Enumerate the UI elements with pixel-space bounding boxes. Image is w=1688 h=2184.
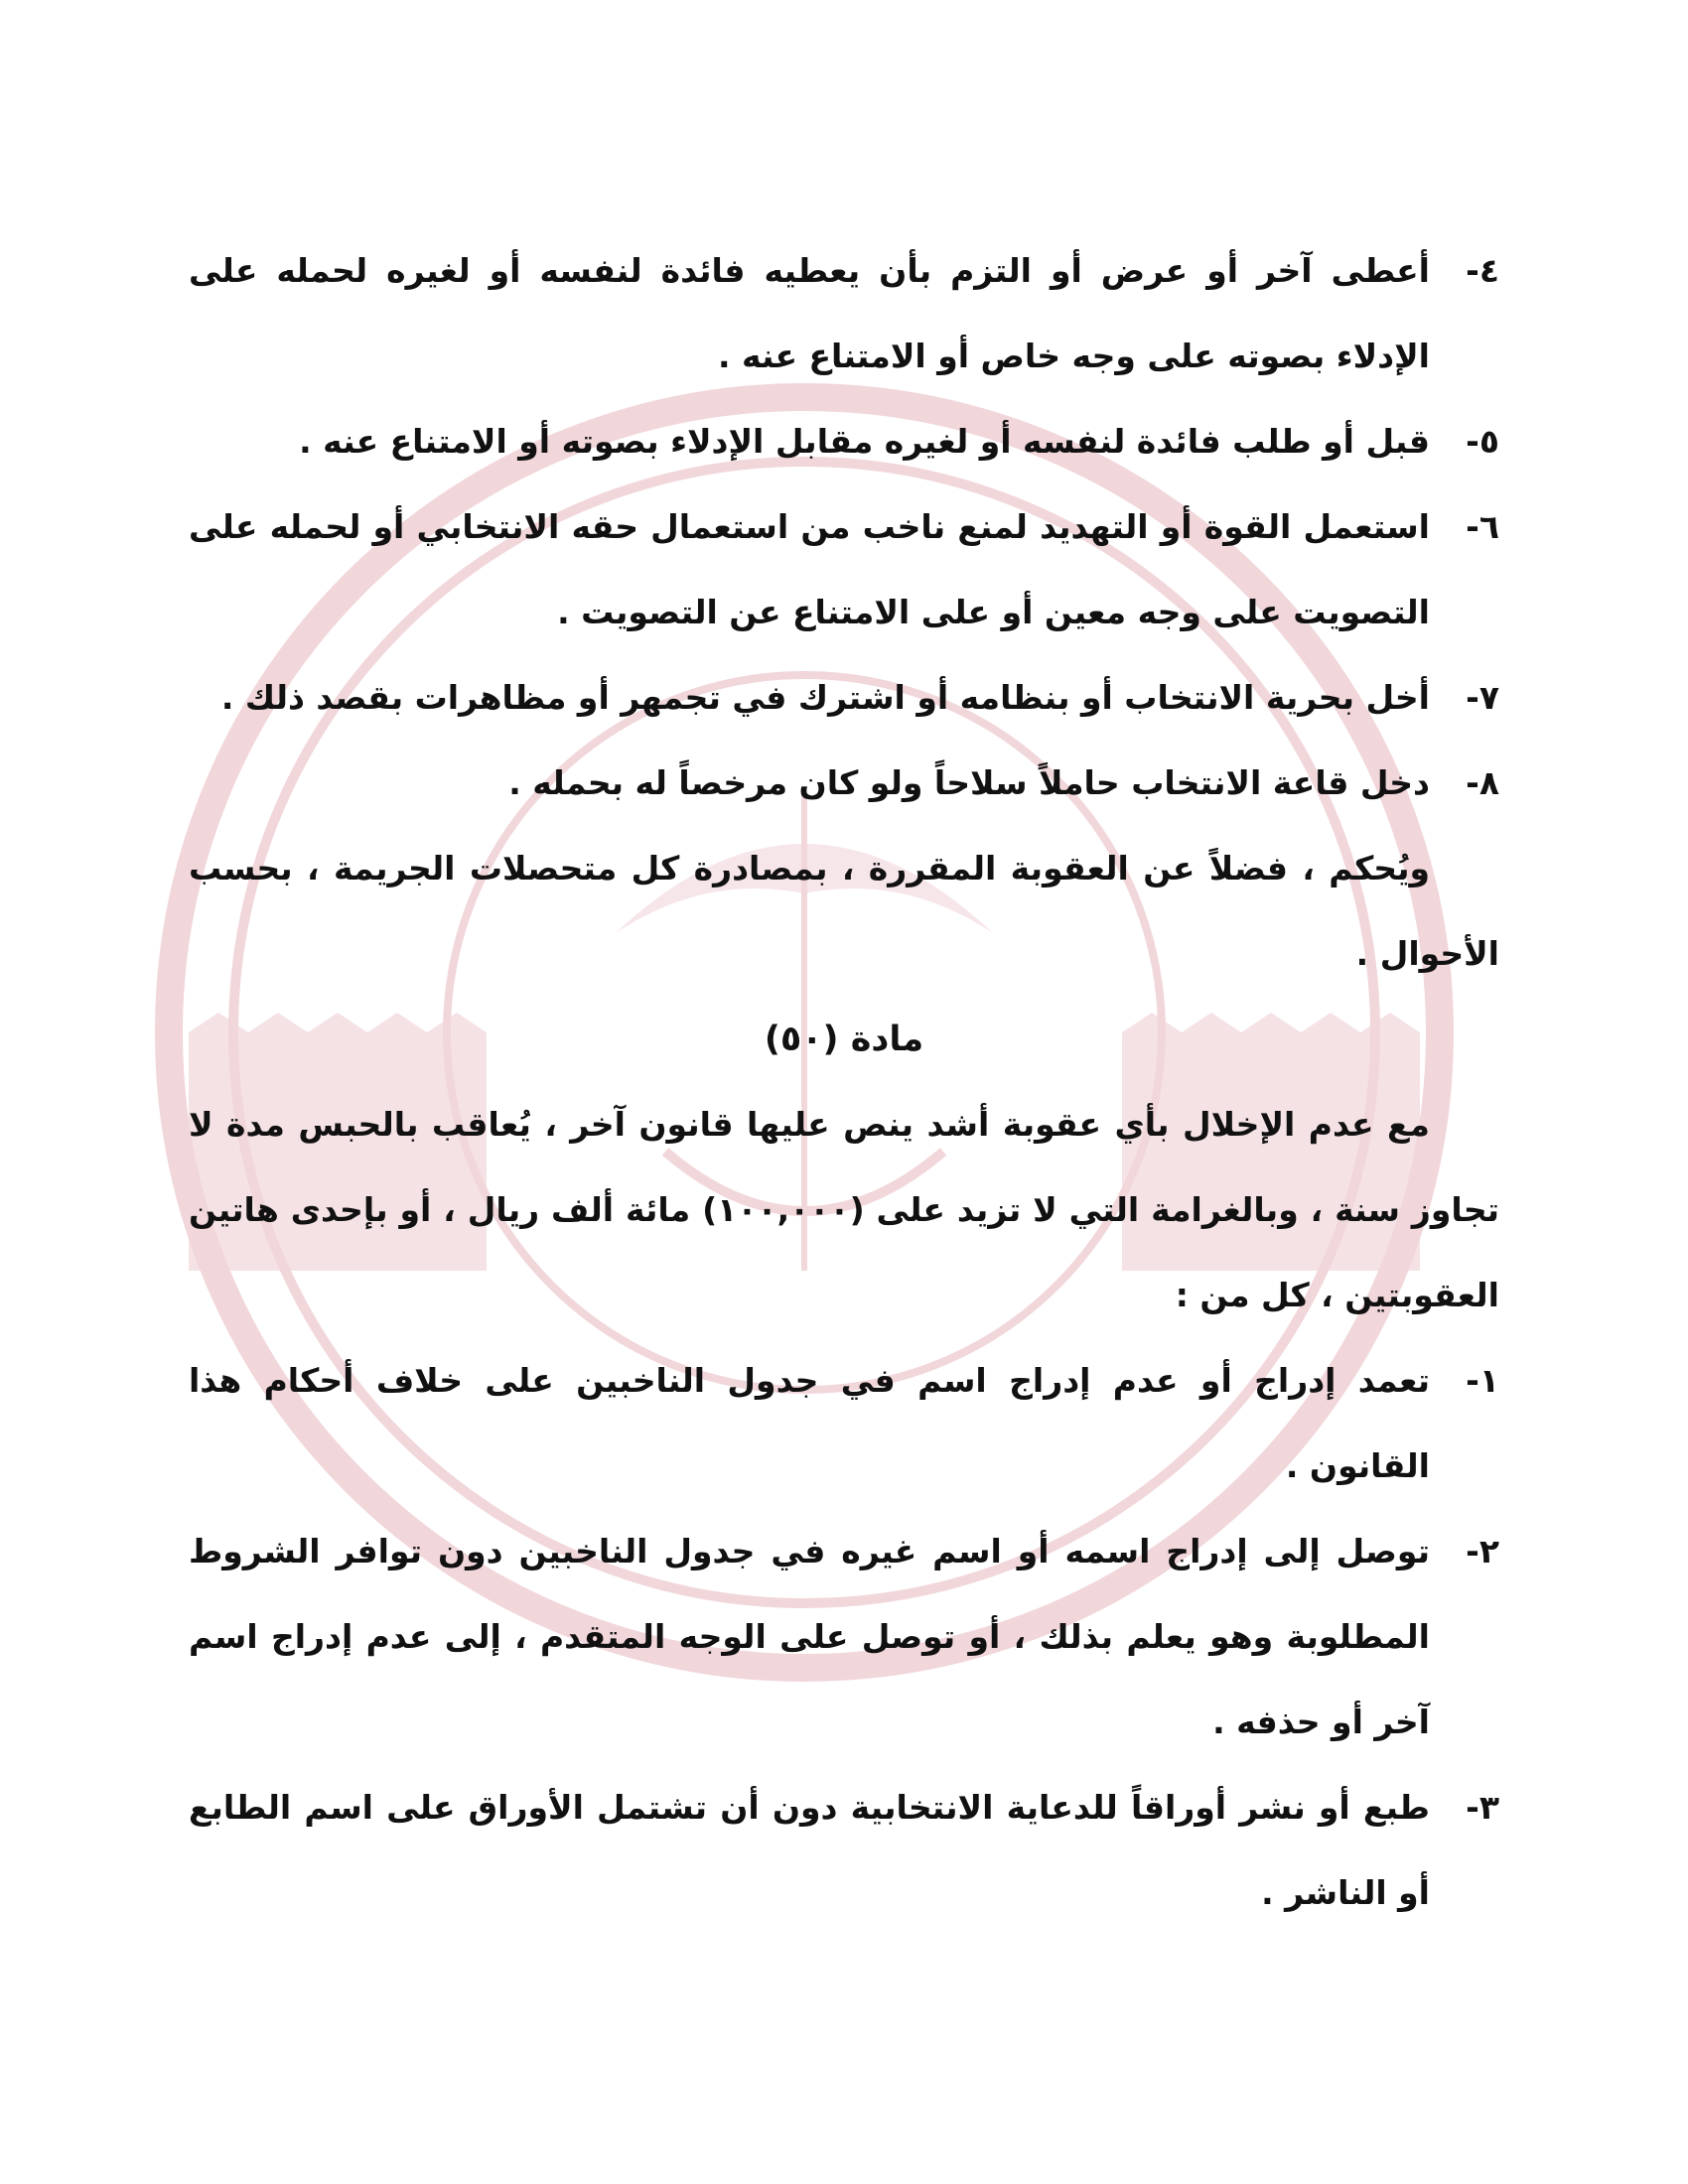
item-number: ٨- xyxy=(1466,763,1499,802)
article-intro: مع عدم الإخلال بأي عقوبة أشد ينص عليها قانون آخر ، يُعاقب بالحبس مدة لا تجاوز سنة ، وبالغرامة التي لا تزيد على (١٠٠,٠٠٠) مائة ألف ريال ، أو بإحدى هاتين العقوبتين ، كل من : xyxy=(189,1105,1499,1314)
item-number: ٦- xyxy=(1466,507,1499,546)
closing-paragraph: ويُحكم ، فضلاً عن العقوبة المقررة ، بمصادرة كل متحصلات الجريمة ، بحسب الأحوال . xyxy=(189,849,1499,973)
item-text: قبل أو طلب فائدة لنفسه أو لغيره مقابل الإدلاء بصوته أو الامتناع عنه . xyxy=(299,422,1430,461)
list-item xyxy=(189,655,1499,741)
item-number: ٥- xyxy=(1466,422,1499,461)
list-item xyxy=(189,741,1499,826)
item-number: ٢- xyxy=(1466,1532,1499,1570)
item-number: ٣- xyxy=(1466,1788,1499,1827)
list-item xyxy=(189,228,1499,399)
item-text: دخل قاعة الانتخاب حاملاً سلاحاً ولو كان مرخصاً له بحمله . xyxy=(508,763,1430,802)
article-heading: مادة (٥٠) xyxy=(764,1020,924,1059)
item-number: ٤- xyxy=(1466,251,1499,290)
list-item xyxy=(189,1765,1499,1936)
item-number: ١- xyxy=(1466,1361,1499,1400)
item-text: أعطى آخر أو عرض أو التزم بأن يعطيه فائدة لنفسه أو لغيره لحمله على الإدلاء بصوته على وجه خاص أو الامتناع عنه . xyxy=(189,251,1430,375)
list-item xyxy=(189,1509,1499,1765)
item-text: توصل إلى إدراج اسمه أو اسم غيره في جدول الناخبين دون توافر الشروط المطلوبة وهو يعلم بذلك ، أو توصل على الوجه المتقدم ، إلى عدم إدراج اسم آخر أو حذفه . xyxy=(189,1532,1430,1741)
item-text: أخل بحرية الانتخاب أو بنظامه أو اشترك في تجمهر أو مظاهرات بقصد ذلك . xyxy=(220,678,1430,717)
list-item xyxy=(189,399,1499,484)
item-number: ٧- xyxy=(1466,678,1499,717)
item-text: طبع أو نشر أوراقاً للدعاية الانتخابية دون أن تشتمل الأوراق على اسم الطابع أو الناشر . xyxy=(189,1788,1430,1912)
document-body xyxy=(189,228,1499,1936)
list-item xyxy=(189,1338,1499,1509)
list-item xyxy=(189,484,1499,655)
item-text: استعمل القوة أو التهديد لمنع ناخب من استعمال حقه الانتخابي أو لحمله على التصويت على وجه معين أو على الامتناع عن التصويت . xyxy=(189,507,1430,631)
item-text: تعمد إدراج أو عدم إدراج اسم في جدول الناخبين على خلاف أحكام هذا القانون . xyxy=(189,1361,1430,1485)
